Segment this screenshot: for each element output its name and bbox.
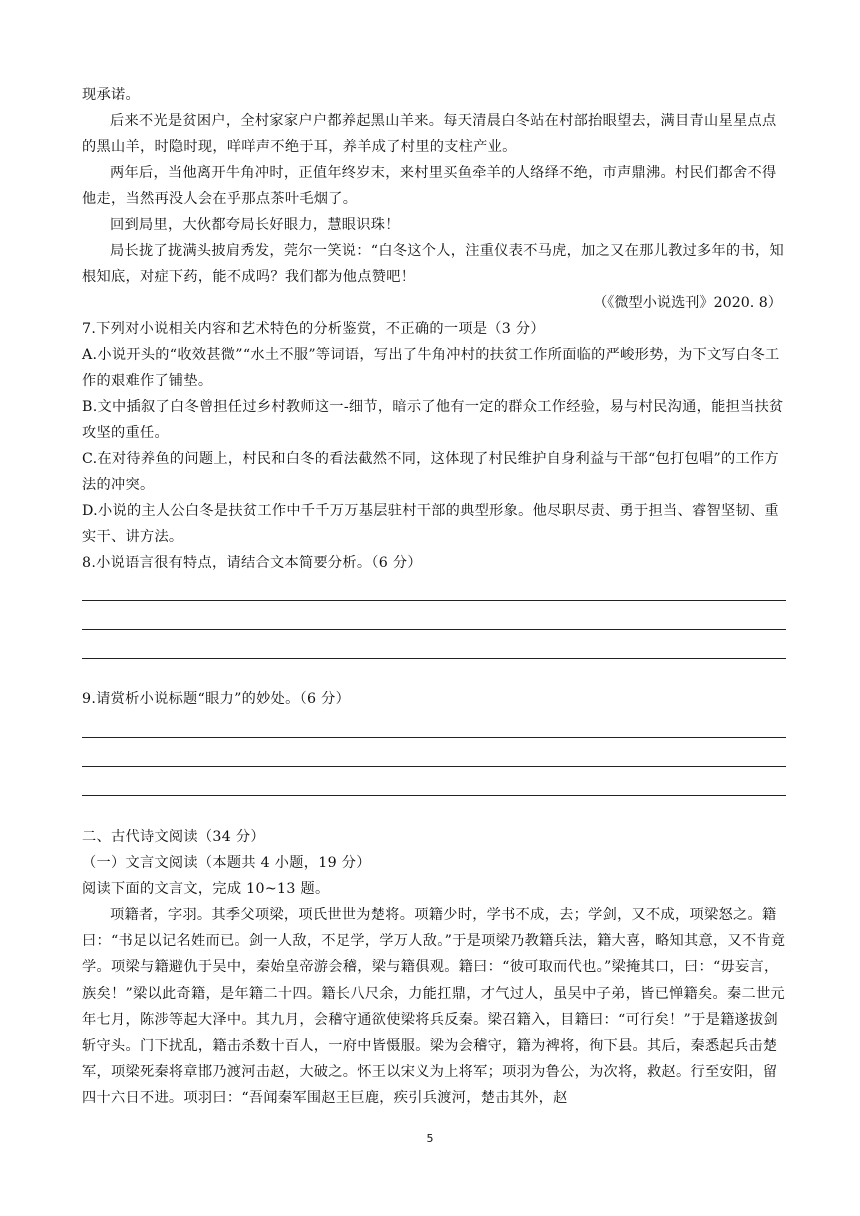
paragraph-3: 两年后，当他离开牛角冲时，正值年终岁末，来村里买鱼牵羊的人络绎不绝，市声鼎沸。村民们都舍不得他走，当然再没人会在乎那点茶叶毛烟了。 [82, 165, 777, 208]
question-8-stem: 8.小说语言很有特点，请结合文本简要分析。（6 分） [82, 555, 422, 571]
question-7-option-c: C.在对待养鱼的问题上，村民和白冬的看法截然不同，这体现了村民维护自身利益与干部“包打包唱”的工作方法的冲突。 [82, 451, 779, 494]
source-citation: （《微型小说选刊》2020. 8） [593, 295, 782, 311]
question-7-option-d: D.小说的主人公白冬是扶贫工作中千千万万基层驻村干部的典型形象。他尽职尽责、勇于担当、睿智坚韧、重实干、讲方法。 [82, 503, 779, 546]
classical-passage: 项籍者，字羽。其季父项梁，项氏世世为楚将。项籍少时，学书不成，去；学剑，又不成，项梁怒之。籍曰：“书足以记名姓而已。剑一人敌，不足学，学万人敌。”于是项梁乃教籍兵法，籍大喜，略知其意，又不肯竟学。项梁与籍避仇于吴中，秦始皇帝游会稽，梁与籍俱观。籍曰：“彼可取而代也。”梁掩其口，曰：“毋妄言，族矣！”梁以此奇籍，是年籍二十四。籍长八尺余，力能扛鼎，才气过人，虽吴中子弟，皆已惮籍矣。秦二世元年七月，陈涉等起大泽中。其九月，会稽守通欲使梁将兵反秦。梁召籍入，目籍曰：“可行矣！”于是籍遂拔剑斩守头。门下扰乱，籍击杀数十百人，一府中皆慑服。梁为会稽守，籍为裨将，徇下县。其后，秦悉起兵击楚军，项梁死秦将章邯乃渡河击赵，大破之。怀王以宋义为上将军；项羽为鲁公，为次将，救赵。行至安阳，留四十六日不进。项羽曰：“吾闻秦军围赵王巨鹿，疾引兵渡河，楚击其外，赵 [82, 907, 786, 1107]
question-7-option-a: A.小说开头的“收效甚微”“水土不服”等词语，写出了牛角冲村的扶贫工作所面临的严峻形势，为下文写白冬工作的艰难作了铺垫。 [82, 347, 780, 390]
paragraph-1: 现承诺。 [82, 87, 140, 103]
answer-line [82, 629, 786, 630]
section-2-title: 二、古代诗文阅读（34 分） [82, 829, 265, 845]
answer-line [82, 737, 786, 738]
section-2-instruction: 阅读下面的文言文，完成 10~13 题。 [82, 881, 330, 897]
answer-line [82, 766, 786, 767]
paragraph-4: 回到局里，大伙都夸局长好眼力，慧眼识珠！ [110, 217, 400, 233]
paragraph-2: 后来不光是贫困户，全村家家户户都养起黑山羊来。每天清晨白冬站在村部抬眼望去，满目青山星星点点的黑山羊，时隐时现，咩咩声不绝于耳，养羊成了村里的支柱产业。 [82, 113, 777, 156]
question-9-stem: 9.请赏析小说标题“眼力”的妙处。（6 分） [82, 691, 351, 707]
section-2-subtitle: （一）文言文阅读（本题共 4 小题，19 分） [82, 855, 371, 871]
answer-line [82, 795, 786, 796]
page-number: 5 [426, 1132, 434, 1145]
question-7-stem: 7.下列对小说相关内容和艺术特色的分析鉴赏，不正确的一项是（3 分） [82, 321, 545, 337]
paragraph-5: 局长拢了拢满头披肩秀发，莞尔一笑说：“白冬这个人，注重仪表不马虎，加之又在那儿教过多年的书，知根知底，对症下药，能不成吗？我们都为他点赞吧！ [82, 243, 784, 286]
answer-line [82, 600, 786, 601]
question-7-option-b: B.文中插叙了白冬曾担任过乡村教师这一-细节，暗示了他有一定的群众工作经验，易与村民沟通，能担当扶贫攻坚的重任。 [82, 399, 784, 442]
answer-line [82, 658, 786, 659]
